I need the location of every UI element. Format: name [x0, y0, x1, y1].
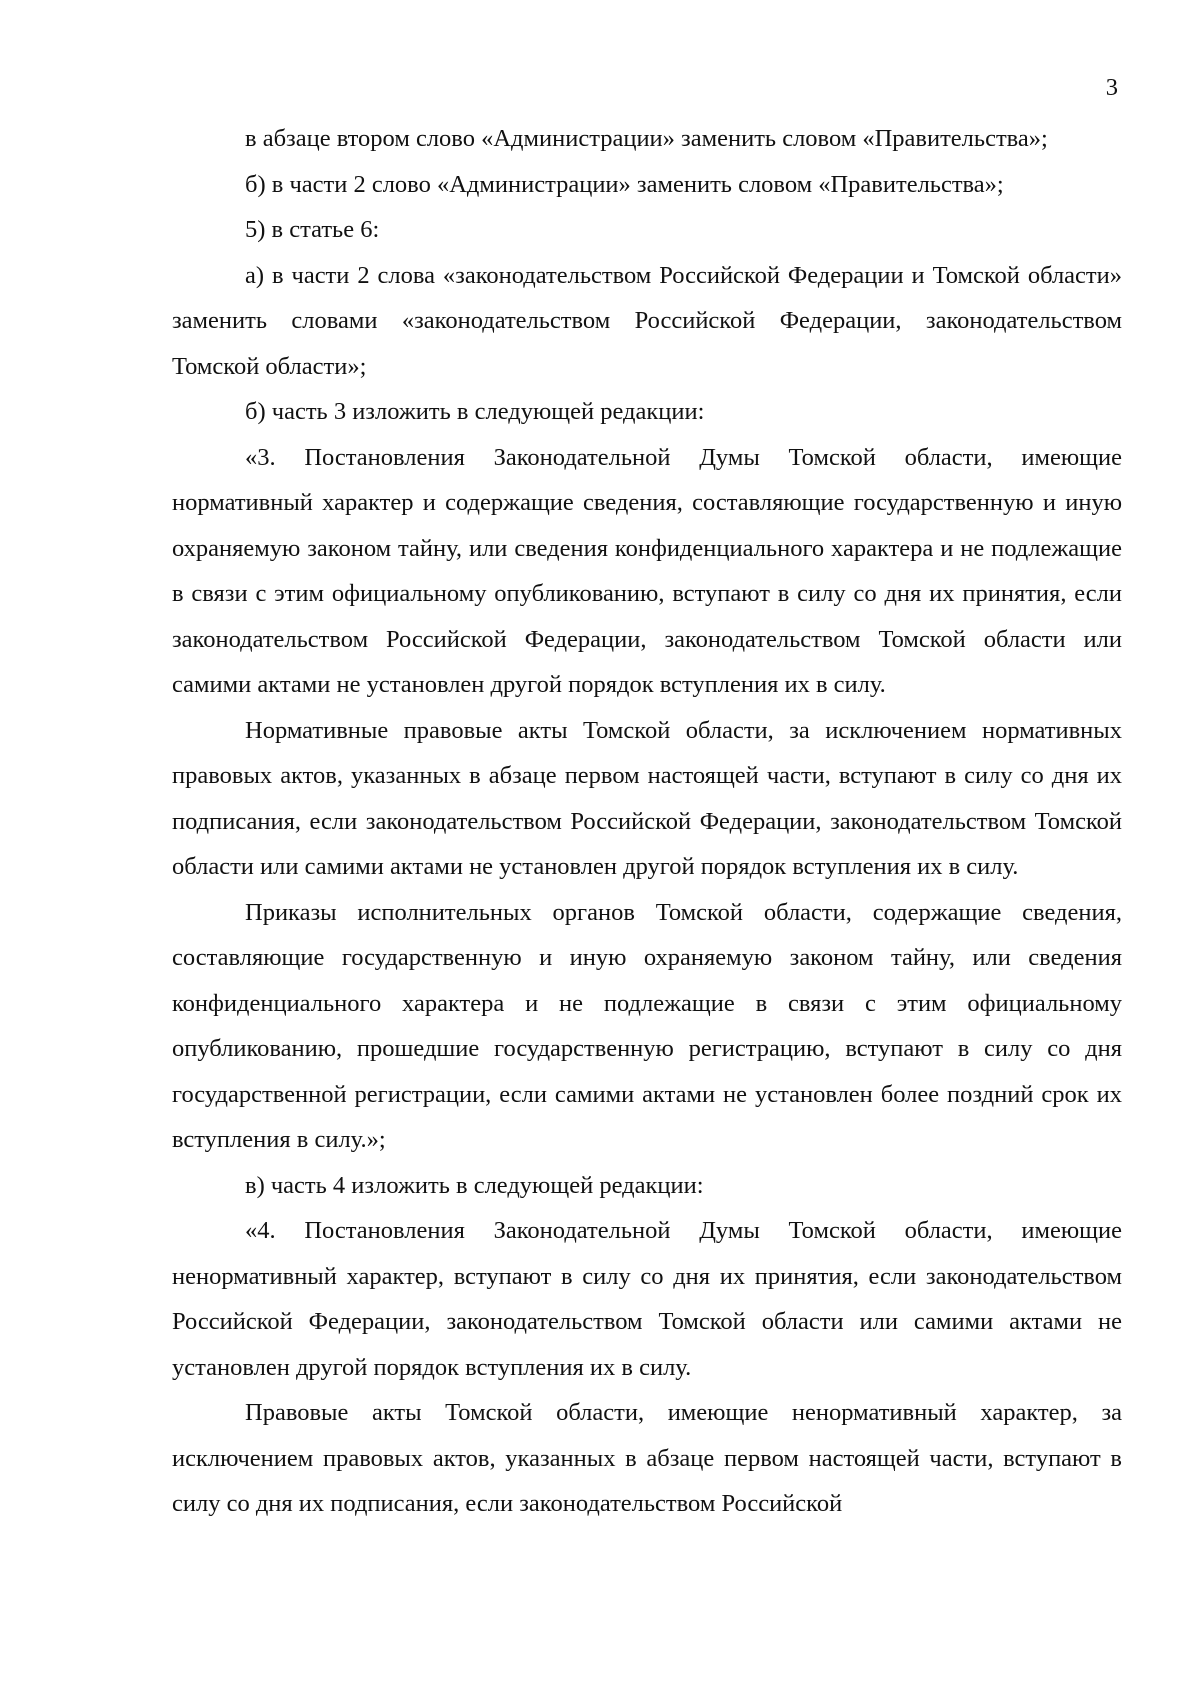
paragraph-normativnye-akty: Нормативные правовые акты Томской области, за исключением нормативных правовых актов, указанных в абзаце первом настоящей части, вступают в силу со дня их подписания, если законодательством Российской Федерации, законодательством Томской области или самими актами не установлен другой порядок вступления их в силу.: [172, 716, 1122, 880]
page-number: 3: [1105, 74, 1118, 101]
paragraph-a-chast-2: а) в части 2 слова «законодательством Российской Федерации и Томской области» заменить словами «законодательством Российской Федерации, законодательством Томской области»;: [172, 261, 1122, 380]
paragraph-5-statya-6: 5) в статье 6:: [245, 216, 380, 243]
paragraph-b-chast-2: б) в части 2 слово «Администрации» заменить словом «Правительства»;: [245, 170, 1004, 198]
paragraph-3-postanovleniya: «3. Постановления Законодательной Думы Томской области, имеющие нормативный характер и содержащие сведения, составляющие государственную и иную охраняемую законом тайну, или сведения конфиденциального характера и не подлежащие в связи с этим официальному опубликованию, вступают в силу со дня их принятия, если законодательством Российской Федерации, законодательством Томской области или самими актами не установлен другой порядок вступления их в силу.: [172, 443, 1122, 698]
paragraph-pravovye-akty: Правовые акты Томской области, имеющие ненормативный характер, за исключением правовых актов, указанных в абзаце первом настоящей части, вступают в силу со дня их подписания, если законодательством Российской: [172, 1399, 1122, 1517]
paragraph-4-postanovleniya: «4. Постановления Законодательной Думы Томской области, имеющие ненормативный характер, вступают в силу со дня их принятия, если законодательством Российской Федерации, законодательством Томской области или самими актами не установлен другой порядок вступления их в силу.: [172, 1217, 1122, 1381]
document-body: [172, 116, 1122, 1527]
paragraph-prikazy: Приказы исполнительных органов Томской области, содержащие сведения, составляющие государственную и иную охраняемую законом тайну, или сведения конфиденциального характера и не подлежащие в связи с этим официальному опубликованию, прошедшие государственную регистрацию, вступают в силу со дня государственной регистрации, если самими актами не установлен более поздний срок их вступления в силу.»;: [172, 898, 1122, 1153]
paragraph-abzac-vtorom: в абзаце втором слово «Администрации» заменить словом «Правительства»;: [245, 125, 1048, 152]
paragraph-b-chast-3: б) часть 3 изложить в следующей редакции:: [245, 398, 705, 425]
paragraph-v-chast-4: в) часть 4 изложить в следующей редакции:: [245, 1171, 704, 1199]
